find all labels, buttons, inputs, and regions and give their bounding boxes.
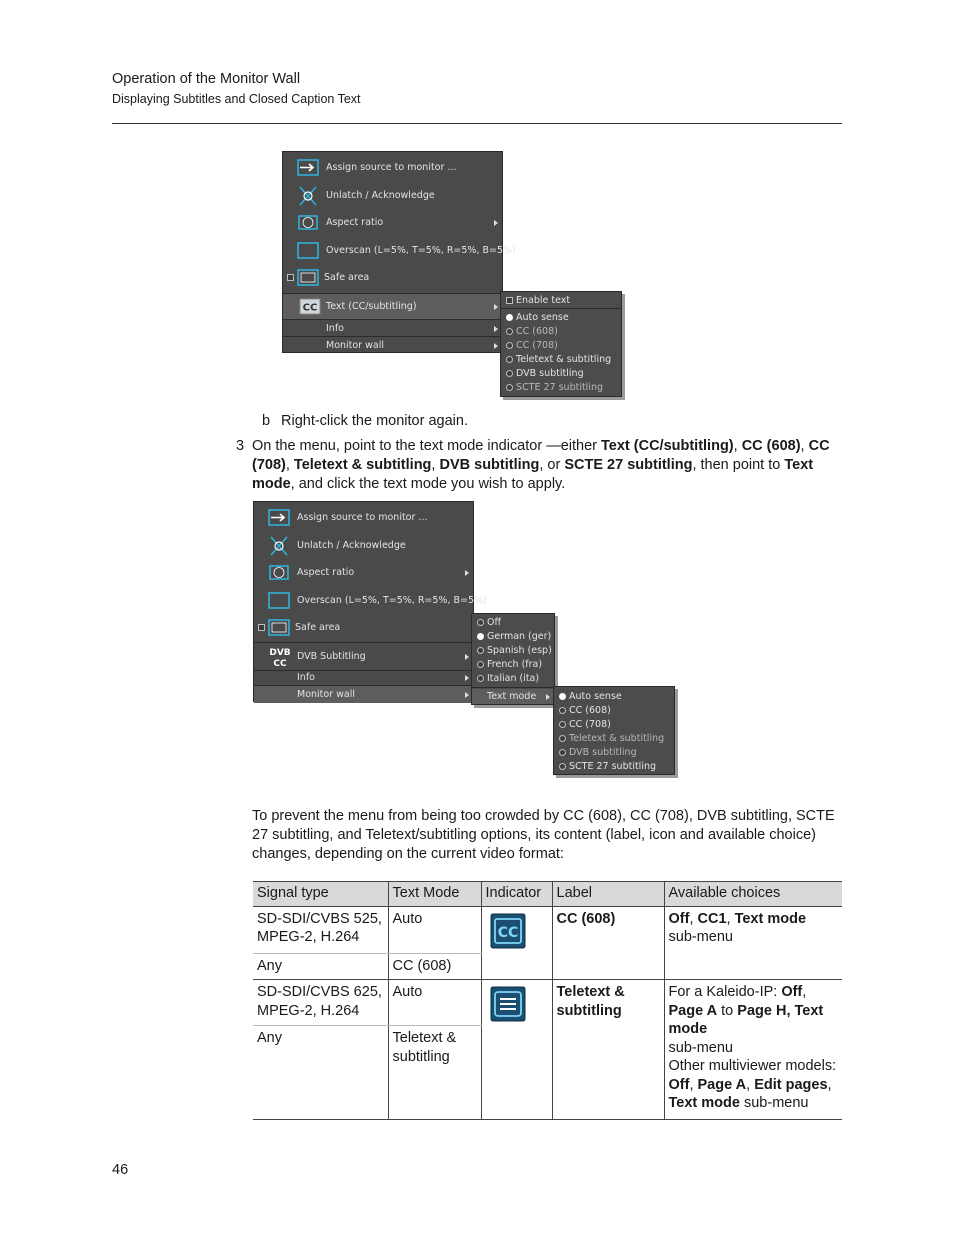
menu-item-label: Safe area bbox=[295, 622, 341, 633]
menu-item-label: Info bbox=[326, 323, 344, 334]
overscan-icon bbox=[297, 242, 319, 259]
submenu-arrow-icon bbox=[546, 694, 550, 700]
menu-item-dvb-subtitling[interactable] bbox=[254, 643, 473, 670]
menu-separator bbox=[472, 687, 554, 688]
table-header-row bbox=[253, 882, 842, 907]
menu-item-unlatch[interactable] bbox=[254, 532, 473, 559]
svg-text:CC: CC bbox=[302, 302, 318, 314]
submenu-arrow-icon bbox=[465, 692, 469, 698]
unlatch-icon bbox=[268, 535, 290, 557]
table-row bbox=[253, 906, 842, 953]
menu-item-label: Assign source to monitor ... bbox=[326, 162, 457, 173]
menu-item-info[interactable] bbox=[283, 320, 502, 337]
cc-indicator-icon bbox=[490, 913, 526, 949]
menu-item-assign-source[interactable] bbox=[283, 154, 502, 181]
submenu-item-teletext[interactable]: Teletext & subtitling bbox=[501, 352, 621, 366]
submenu-item-spanish[interactable]: Spanish (esp) bbox=[472, 643, 554, 657]
header-rule bbox=[112, 123, 842, 124]
submenu-item-dvb[interactable]: DVB subtitling bbox=[501, 366, 621, 380]
menu-item-monitor-wall[interactable] bbox=[254, 686, 473, 703]
radio-selected-icon bbox=[559, 693, 566, 700]
checkbox-icon bbox=[506, 297, 513, 304]
menu-item-label: Aspect ratio bbox=[297, 567, 355, 578]
radio-icon bbox=[477, 661, 484, 668]
svg-text:CC: CC bbox=[273, 658, 287, 669]
context-menu-2 bbox=[253, 501, 487, 702]
radio-icon bbox=[559, 749, 566, 756]
radio-icon bbox=[477, 619, 484, 626]
column-header: Indicator bbox=[481, 882, 552, 907]
submenu-item-off[interactable]: Off bbox=[472, 615, 554, 629]
text-mode-table bbox=[253, 881, 842, 1120]
menu-item-label: Unlatch / Acknowledge bbox=[326, 190, 435, 201]
radio-icon bbox=[506, 328, 513, 335]
menu-item-monitor-wall[interactable] bbox=[283, 337, 502, 354]
submenu-arrow-icon bbox=[465, 570, 469, 576]
aspect-ratio-icon bbox=[268, 564, 290, 581]
menu-item-label: Safe area bbox=[324, 272, 370, 283]
safe-area-checkbox[interactable] bbox=[287, 274, 294, 281]
context-menu-1 bbox=[282, 151, 516, 353]
menu-item-aspect-ratio[interactable] bbox=[254, 559, 473, 586]
radio-icon bbox=[559, 763, 566, 770]
submenu-item-german[interactable]: German (ger) bbox=[472, 629, 554, 643]
overscan-icon bbox=[268, 592, 290, 609]
column-header: Signal type bbox=[253, 882, 388, 907]
cc-icon bbox=[299, 298, 321, 315]
column-header: Text Mode bbox=[388, 882, 481, 907]
safe-area-icon bbox=[268, 619, 290, 636]
intro-paragraph: To prevent the menu from being too crowded by CC (608), CC (708), DVB subtitling, SCTE 27 subtitling, and Teletext/subtitling options, its content (label, icon and available choice) changes, depending on the current video format: bbox=[252, 808, 835, 862]
menu-item-assign-source[interactable] bbox=[254, 504, 473, 531]
submenu-arrow-icon bbox=[465, 654, 469, 660]
step-b-text: Right-click the monitor again. bbox=[281, 413, 468, 429]
radio-icon bbox=[506, 370, 513, 377]
safe-area-checkbox[interactable] bbox=[258, 624, 265, 631]
cell-mode: Auto bbox=[388, 980, 481, 1026]
submenu-item-french[interactable]: French (fra) bbox=[472, 657, 554, 671]
menu-item-overscan[interactable] bbox=[283, 237, 516, 264]
menu-item-aspect-ratio[interactable] bbox=[283, 209, 502, 236]
column-header: Available choices bbox=[664, 882, 842, 907]
menu-item-label: Aspect ratio bbox=[326, 217, 384, 228]
submenu-arrow-icon bbox=[465, 675, 469, 681]
menu-item-overscan[interactable] bbox=[254, 587, 487, 614]
submenu-item-scte27[interactable]: SCTE 27 subtitling bbox=[554, 759, 674, 773]
submenu-item-cc608[interactable]: CC (608) bbox=[554, 703, 674, 717]
submenu-arrow-icon bbox=[494, 326, 498, 332]
cell-mode: Teletext & subtitling bbox=[388, 1026, 481, 1120]
menu-item-label: Unlatch / Acknowledge bbox=[297, 540, 406, 551]
menu-item-text-cc[interactable] bbox=[283, 294, 502, 319]
radio-selected-icon bbox=[506, 314, 513, 321]
assign-source-icon bbox=[297, 159, 319, 176]
submenu-item-text-mode[interactable]: Text mode bbox=[472, 689, 554, 704]
radio-icon bbox=[506, 356, 513, 363]
unlatch-icon bbox=[297, 185, 319, 207]
radio-selected-icon bbox=[477, 633, 484, 640]
submenu-item-scte27[interactable]: SCTE 27 subtitling bbox=[501, 380, 621, 394]
radio-icon bbox=[477, 647, 484, 654]
cell-signal: SD-SDI/CVBS 625, MPEG-2, H.264 bbox=[253, 980, 388, 1026]
running-header-chapter: Operation of the Monitor Wall bbox=[112, 71, 301, 87]
radio-icon bbox=[506, 384, 513, 391]
submenu-item-dvb[interactable]: DVB subtitling bbox=[554, 745, 674, 759]
radio-icon bbox=[506, 342, 513, 349]
menu-item-safe-area[interactable] bbox=[283, 264, 502, 291]
cell-indicator bbox=[481, 980, 552, 1120]
submenu-item-italian[interactable]: Italian (ita) bbox=[472, 671, 554, 685]
menu-item-unlatch[interactable] bbox=[283, 182, 502, 209]
step-3-text: On the menu, point to the text mode indicator —either Text (CC/subtitling), CC (608), CC (708), Teletext & subtitling, DVB subtitling, or SCTE 27 subtitling, then point to Text mode, and click the text mode you wish to apply. bbox=[252, 438, 830, 492]
menu-item-safe-area[interactable] bbox=[254, 614, 473, 641]
submenu-item-cc708[interactable]: CC (708) bbox=[501, 338, 621, 352]
radio-icon bbox=[559, 735, 566, 742]
menu-item-label: Overscan (L=5%, T=5%, R=5%, B=5%) bbox=[297, 595, 487, 606]
cell-signal: SD-SDI/CVBS 525, MPEG-2, H.264 bbox=[253, 906, 388, 953]
submenu-arrow-icon bbox=[494, 220, 498, 226]
cell-indicator bbox=[481, 906, 552, 980]
submenu-item-auto-sense[interactable]: Auto sense bbox=[501, 310, 621, 324]
text-mode-submenu bbox=[553, 686, 675, 775]
language-submenu bbox=[471, 613, 555, 705]
menu-item-label: DVB Subtitling bbox=[297, 651, 366, 662]
submenu-item-cc608[interactable]: CC (608) bbox=[501, 324, 621, 338]
radio-icon bbox=[477, 675, 484, 682]
step-3-number: 3 bbox=[236, 438, 245, 454]
assign-source-icon bbox=[268, 509, 290, 526]
submenu-item-teletext[interactable]: Teletext & subtitling bbox=[554, 731, 674, 745]
cell-label: Teletext & subtitling bbox=[552, 980, 664, 1120]
safe-area-icon bbox=[297, 269, 319, 286]
radio-icon bbox=[559, 707, 566, 714]
submenu-item-cc708[interactable]: CC (708) bbox=[554, 717, 674, 731]
running-header-section: Displaying Subtitles and Closed Caption Text bbox=[112, 92, 361, 106]
page-number: 46 bbox=[112, 1162, 129, 1178]
cell-mode: CC (608) bbox=[388, 953, 481, 980]
menu-item-label: Monitor wall bbox=[297, 689, 356, 700]
submenu-item-auto-sense[interactable]: Auto sense bbox=[554, 689, 674, 703]
teletext-indicator-icon bbox=[490, 986, 526, 1022]
dvb-cc-icon bbox=[268, 645, 292, 669]
menu-item-label: Assign source to monitor ... bbox=[297, 512, 428, 523]
text-submenu-1 bbox=[500, 291, 622, 397]
menu-item-label: Overscan (L=5%, T=5%, R=5%, B=5%) bbox=[326, 245, 516, 256]
svg-text:DVB: DVB bbox=[269, 647, 291, 658]
aspect-ratio-icon bbox=[297, 214, 319, 231]
radio-icon bbox=[559, 721, 566, 728]
cell-signal: Any bbox=[253, 953, 388, 980]
menu-item-info[interactable] bbox=[254, 669, 473, 686]
svg-text:CC: CC bbox=[497, 924, 518, 941]
menu-separator bbox=[501, 308, 621, 309]
submenu-item-enable-text[interactable]: Enable text bbox=[501, 293, 621, 307]
cell-signal: Any bbox=[253, 1026, 388, 1120]
menu-item-label: Text (CC/subtitling) bbox=[326, 301, 417, 312]
cell-choices: Off, CC1, Text mode sub-menu bbox=[664, 906, 842, 980]
step-b-marker: b bbox=[262, 413, 271, 429]
cell-mode: Auto bbox=[388, 906, 481, 953]
cell-choices: For a Kaleido-IP: Off, Page A to Page H, Text mode sub-menu Other multiviewer models: Off, Page A, Edit pages, Text mode sub-menu bbox=[664, 980, 842, 1120]
submenu-arrow-icon bbox=[494, 304, 498, 310]
table-row bbox=[253, 980, 842, 1026]
column-header: Label bbox=[552, 882, 664, 907]
submenu-arrow-icon bbox=[494, 343, 498, 349]
menu-item-label: Info bbox=[297, 672, 315, 683]
cell-label: CC (608) bbox=[552, 906, 664, 980]
menu-item-label: Monitor wall bbox=[326, 340, 385, 351]
